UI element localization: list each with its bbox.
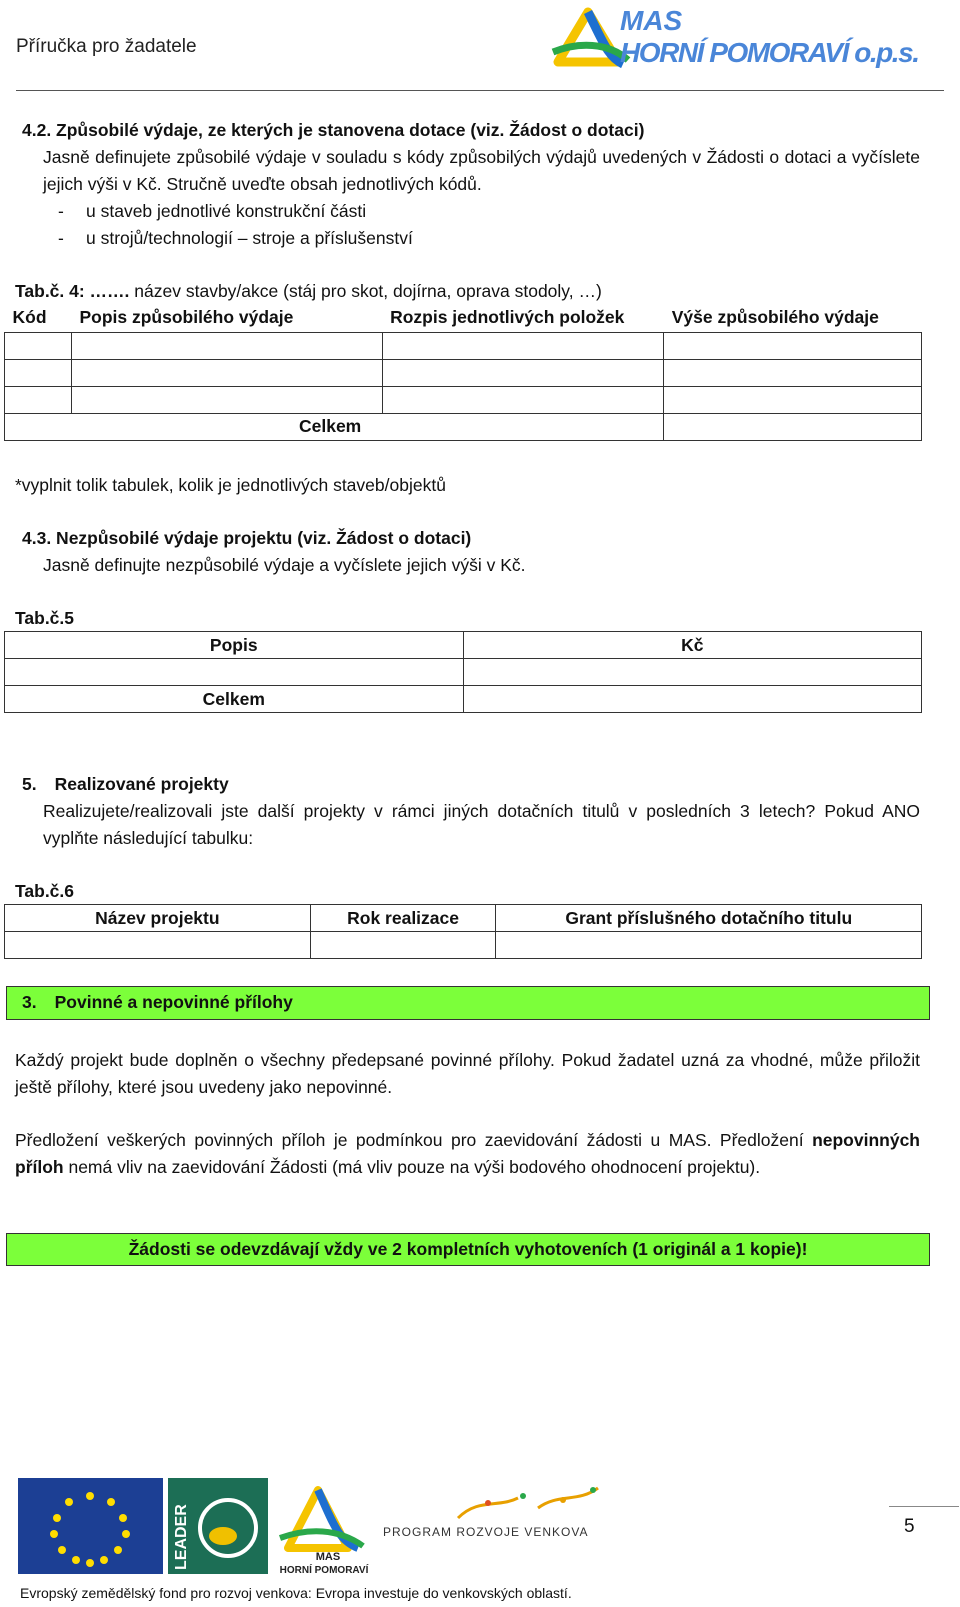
table-cell[interactable] — [382, 386, 664, 413]
bullet-item: u staveb jednotlivé konstrukční části — [86, 201, 367, 221]
table-note: *vyplnit tolik tabulek, kolik je jednotlivých staveb/objektů — [15, 475, 446, 495]
leader-text: LEADER — [173, 1504, 190, 1570]
section-3-paragraph-1: Každý projekt bude doplněn o všechny předepsané povinné přílohy. Pokud žadatel uzná za vhodné, může přiložit ještě přílohy, které jsou uvedeny jako nepovinné. — [15, 1050, 920, 1097]
table-total-value[interactable] — [463, 686, 921, 713]
table-4-caption: Tab.č. 4: ……. název stavby/akce (stáj pro skot, dojírna, oprava stodoly, …) — [15, 281, 602, 301]
table-cell[interactable] — [382, 332, 664, 359]
page-number: 5 — [904, 1516, 915, 1537]
mas-footer-text-1: MAS — [315, 1551, 341, 1563]
table-5 — [4, 631, 922, 713]
table-cell[interactable] — [664, 386, 922, 413]
section-4-3-heading: 4.3. Nezpůsobilé výdaje projektu (viz. Žádost o dotaci) — [22, 528, 472, 548]
notice-text: Žádosti se odevzdávají vždy ve 2 kompletních vyhotoveních (1 originál a 1 kopie)! — [128, 1239, 808, 1259]
table-total-label: Celkem — [5, 686, 464, 713]
table-header-cell: Rozpis jednotlivých položek — [390, 306, 625, 327]
table-6-caption: Tab.č.6 — [15, 881, 75, 901]
document-title: Příručka pro žadatele — [16, 36, 197, 57]
eu-flag-icon — [18, 1478, 163, 1574]
table-cell[interactable] — [71, 386, 382, 413]
table-cell[interactable] — [71, 332, 382, 359]
section-4-3-paragraph: Jasně definujte nezpůsobilé výdaje a vyčíslete jejich výši v Kč. — [43, 555, 526, 575]
table-cell[interactable] — [71, 359, 382, 386]
table-header-cell: Popis způsobilého výdaje — [79, 306, 294, 327]
section-3-paragraph-2: Předložení veškerých povinných příloh je podmínkou pro zaevidování žádosti u MAS. Předložení nepovinných příloh nemá vliv na zaevidování Žádosti (má vliv pouze na výši bodového ohodnocení projektu). — [15, 1130, 920, 1177]
table-cell[interactable] — [664, 359, 922, 386]
section-3-heading: 3. Povinné a nepovinné přílohy — [22, 992, 293, 1012]
table-header-cell: Kód — [12, 306, 47, 327]
table-total-label: Celkem — [5, 413, 664, 440]
table-header-cell: Grant příslušného dotačního titulu — [496, 905, 922, 932]
table-cell[interactable] — [5, 659, 464, 686]
page-number-divider — [889, 1506, 959, 1507]
table-cell[interactable] — [496, 932, 922, 959]
table-header-cell: Popis — [5, 632, 464, 659]
table-cell[interactable] — [664, 332, 922, 359]
table-header-cell: Rok realizace — [310, 905, 496, 932]
table-4 — [4, 303, 922, 441]
prv-logo — [383, 1487, 598, 1539]
section-5-heading: 5. Realizované projekty — [22, 774, 229, 794]
notice-bar — [6, 1233, 930, 1266]
table-cell[interactable] — [463, 659, 921, 686]
table-cell[interactable] — [5, 932, 311, 959]
bullet-dash: - — [58, 228, 64, 248]
table-header-cell: Výše způsobilého výdaje — [671, 306, 879, 327]
table-header-cell: Název projektu — [5, 905, 311, 932]
footer-eu-text: Evropský zemědělský fond pro rozvoj venkova: Evropa investuje do venkovských oblastí. — [20, 1585, 572, 1601]
table-cell[interactable] — [310, 932, 496, 959]
leader-logo — [168, 1478, 268, 1574]
mas-footer-logo — [280, 1490, 369, 1576]
table-header-cell: Kč — [463, 632, 921, 659]
table-total-value[interactable] — [664, 413, 922, 440]
section-3-heading-bar — [6, 986, 930, 1020]
table-cell[interactable] — [5, 386, 72, 413]
table-cell[interactable] — [382, 359, 664, 386]
logo-text-org: HORNÍ POMORAVÍ o.p.s. — [620, 37, 920, 68]
table-5-caption: Tab.č.5 — [15, 608, 75, 628]
mas-logo — [548, 2, 948, 72]
logo-text-mas: MAS — [620, 5, 683, 36]
footer-logos — [18, 1478, 628, 1578]
prv-text: PROGRAM ROZVOJE VENKOVA — [383, 1525, 589, 1539]
header-divider — [16, 90, 944, 91]
bullet-item: u strojů/technologií – stroje a příslušenství — [86, 228, 413, 248]
table-cell[interactable] — [5, 359, 72, 386]
bullet-dash: - — [58, 201, 64, 221]
section-4-2-paragraph: Jasně definujete způsobilé výdaje v souladu s kódy způsobilých výdajů uvedených v Žádosti o dotaci a vyčíslete jejich výši v Kč. Stručně uveďte obsah jednotlivých kódů. — [43, 147, 920, 194]
table-cell[interactable] — [5, 332, 72, 359]
section-5-paragraph: Realizujete/realizovali jste další projekty v rámci jiných dotačních titulů v posledních 3 letech? Pokud ANO vyplňte následující tabulku: — [43, 801, 920, 848]
section-4-2-heading: 4.2. Způsobilé výdaje, ze kterých je stanovena dotace (viz. Žádost o dotaci) — [22, 120, 645, 140]
table-6 — [4, 904, 922, 959]
mas-footer-text-2: HORNÍ POMORAVÍ — [279, 1565, 369, 1576]
